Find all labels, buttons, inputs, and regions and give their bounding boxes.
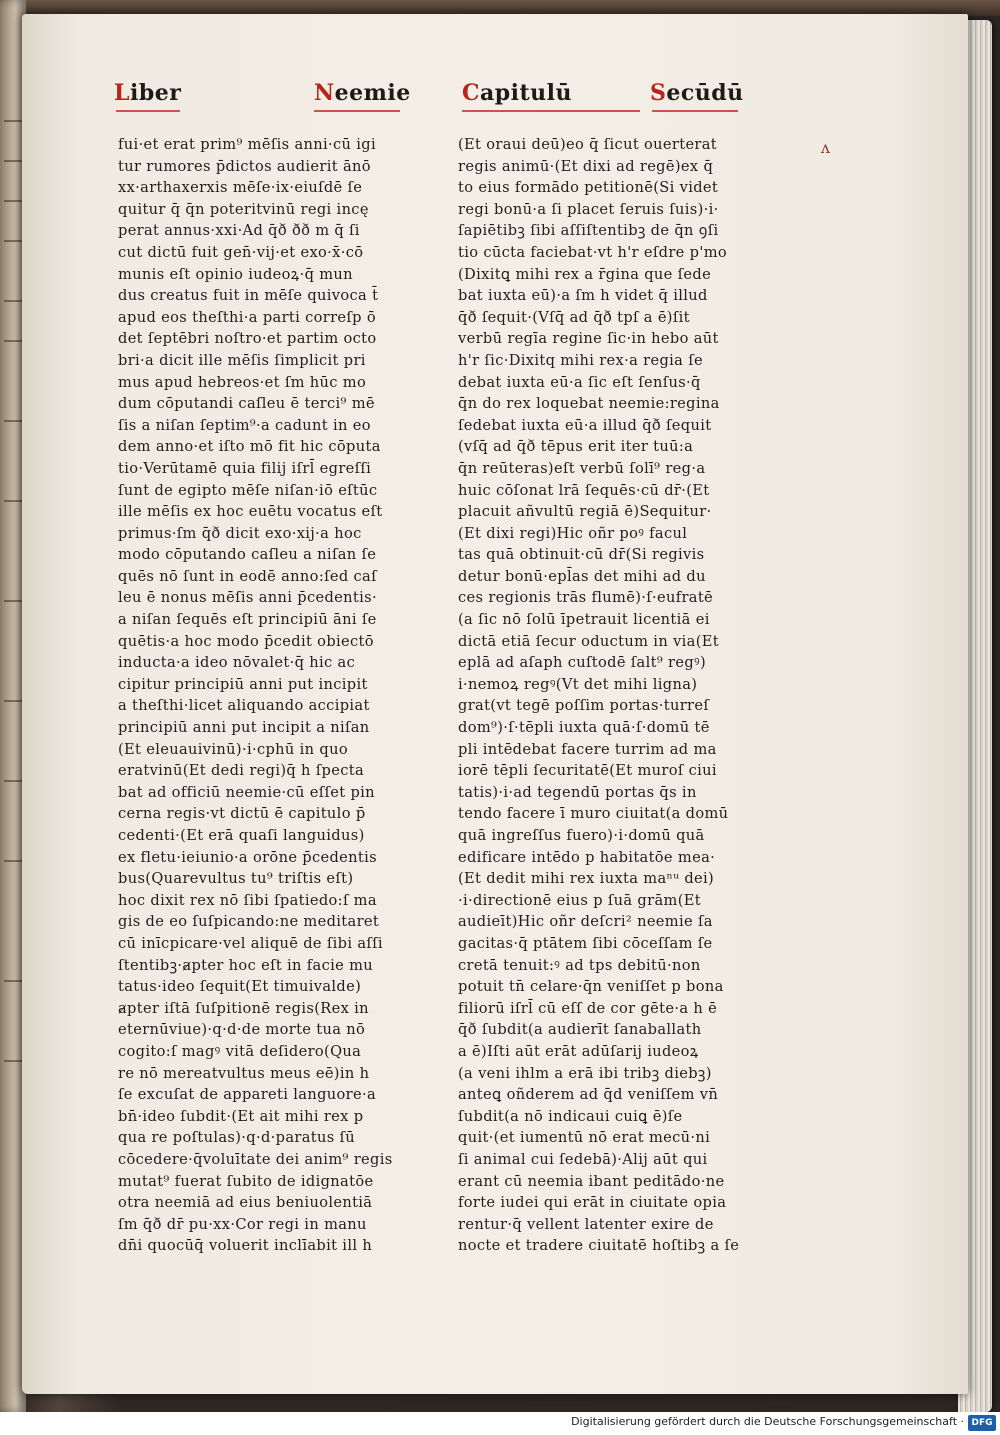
text-line: bn̄·ideo ſubdit·(Et ait mihi rex p <box>118 1107 364 1125</box>
text-line: (a veni ihlm a erā ibi tribꝫ diebꝫ) <box>458 1064 712 1082</box>
text-line: a ē)Iſti aūt erāt adūſarij iudeoꝝ <box>458 1042 699 1060</box>
text-line: apud eos theſthi·a parti correſp ō <box>118 308 376 326</box>
text-line: ſis a niſan ſeptim⁹·a cadunt in eo <box>118 416 371 434</box>
text-line: placuit añvultū regiā ē)Sequitur· <box>458 503 712 521</box>
text-line: verbū regīa regine ſic·in hebo aūt <box>458 330 719 348</box>
text-line: a̷pter iſtā ſuſpitionē regis(Rex in <box>118 999 369 1017</box>
text-line: dictā etiā ſecur oductum in via(Et <box>458 632 719 650</box>
text-line: re nō mereatvultus meus eē)in h <box>118 1064 370 1082</box>
header-capitulum: Capitulū <box>462 80 573 106</box>
text-line: dom⁹)·ſ·tēpli iuxta quā·ſ·domū tē <box>458 719 710 737</box>
text-line: ſtentibꝫ·a̷pter hoc eſt in facie mu <box>118 956 374 974</box>
text-line: cerna regis·vt dictū ē capitulo p̄ <box>118 805 366 823</box>
text-line: perat annus·xxi·Ad q̄ð ðð m q̄ ſi <box>118 222 360 240</box>
text-line: ſm q̄ð dr̄ pu·xx·Cor regi in manu <box>118 1215 367 1233</box>
text-line: mus apud hebreos·et ſm hūc mo <box>118 373 367 391</box>
text-line: cipitur principiū anni put incipit <box>118 675 368 693</box>
header-rule-neemie <box>314 110 400 112</box>
text-line: det ſeptēbri noſtro·et partim octo <box>118 330 377 348</box>
text-line: otra neemiā ad eius beniuolentiā <box>118 1194 373 1212</box>
text-line: fui·et erat prim⁹ mēſis anni·cū igi <box>118 136 376 153</box>
text-line: edificare intēdo p habitatōe mea· <box>458 848 716 866</box>
text-line: (Et eleuauivinū)·i·cphū in quo <box>118 740 348 758</box>
text-line: dum cōputandi caſleu ē terci⁹ mē <box>118 395 375 413</box>
header-secundum: Secūdū <box>650 80 744 106</box>
text-line: gis de eo ſuſpicando:ne meditaret <box>118 913 380 931</box>
text-line: cōcedere·q̄voluītate dei anim⁹ regis <box>118 1150 393 1168</box>
text-line: iorē tēpli ſecuritatē(Et muroſ ciui <box>458 762 717 780</box>
text-line: (Et dedit mihi rex iuxta maⁿᵘ dei) <box>458 870 715 888</box>
dfg-logo: DFG <box>968 1415 996 1431</box>
text-line: munis eſt opinio iudeoꝝ·q̄ mun <box>118 265 353 283</box>
text-line: xx·arthaxerxis mēſe·ix·eiuſdē ſe <box>118 179 363 197</box>
text-line: cut dictū fuit gen̄·vij·et exo·x̄·cō <box>118 243 364 261</box>
text-line: ſi animal cui ſedebā)·Alij aūt qui <box>458 1150 708 1168</box>
text-line: ces regionis trās flumē)·ſ·eufratē <box>458 589 714 607</box>
text-line: qua re poſtulas)·q·d·paratus ſū <box>118 1129 356 1147</box>
text-line: pli intēdebat facere turrim ad ma <box>458 740 717 758</box>
text-line: bri·a dicit ille mēſis ſimplicit pri <box>118 351 366 369</box>
text-line: quā ingreſſus fuero)·i·domū quā <box>458 827 705 844</box>
text-line: principiū anni put incipit a niſan <box>118 719 370 737</box>
text-line: eternūviue)·q·d·de morte tua nō <box>118 1021 366 1039</box>
footer-credit: Digitalisierung gefördert durch die Deutsche Forschungsgemeinschaft · <box>571 1415 964 1428</box>
text-line: a niſan ſequēs eſt principiū āni ſe <box>118 611 377 629</box>
manuscript-page <box>22 14 968 1394</box>
text-line: bat iuxta eū)·a ſm h videt q̄ illud <box>458 287 708 305</box>
text-line: rentur·q̄ vellent latenter exire de <box>458 1215 714 1233</box>
text-line: erant cū neemia ibant peditādo·ne <box>458 1172 725 1190</box>
text-line: cretā tenuit:ꝰ ad tps debitū·non <box>458 956 701 974</box>
text-line: (Dixitꝗ mihi rex a r̄gina que ſede <box>458 265 712 283</box>
text-line: ille mēſis ex hoc euētu vocatus eſt <box>118 503 383 521</box>
text-line: quit·(et iumentū nō erat mecū·ni <box>458 1129 711 1147</box>
text-line: tur rumores p̄dictos audierit ānō <box>118 157 371 175</box>
footer-bar <box>0 1412 1000 1435</box>
text-line: tio cūcta faciebat·vt h'r eſdre p'mo <box>458 243 728 261</box>
text-line: bat ad officiū neemie·cū eſſet pin <box>118 783 375 801</box>
text-line: huic cōſonat lrā ſequēs·cū dr̄·(Et <box>458 481 710 499</box>
text-line: q̄n reūteras)eſt verbū ſolī⁹ reg·a <box>458 459 706 477</box>
header-rule-liber <box>116 110 180 112</box>
text-line: to eius formādo petitionē(Si videt <box>458 179 719 197</box>
text-line: cū inīcpicare·vel aliquē de ſibi aſſi <box>118 934 383 952</box>
text-line: tas quā obtinuit·cū dr̄(Si regivis <box>458 546 705 564</box>
text-line: forte iudei qui erāt in ciuitate opia <box>458 1194 727 1212</box>
text-line: ſubdit(a nō indicaui cuiꝗ ē)ſe <box>458 1107 683 1125</box>
text-line: potuit tn̄ celare·q̄n veniſſet p bona <box>458 978 724 996</box>
text-line: ſedebat iuxta eū·a illud q̄ð ſequit <box>458 416 712 434</box>
text-line: q̄ð ſequit·(Vſq̄ ad q̄ð tpſ a ē)ſit <box>458 308 690 326</box>
text-line: dn̄i quocūq̄ voluerit inclīabit ill h <box>118 1237 373 1255</box>
text-line: (a ſic nō ſolū īpetrauit licentiā ei <box>458 611 710 629</box>
text-line: cogito:ſ magꝰ vitā deſidero(Qua <box>118 1042 362 1060</box>
text-line: ſunt de egipto mēſe niſan·iō eſtūc <box>118 481 378 499</box>
text-column-right <box>458 134 739 1257</box>
text-line: grat(vt tegē poſſim portas·turreſ <box>458 697 710 715</box>
text-line: ·i·directionē eius p ſuā grām(Et <box>458 891 701 909</box>
text-line: quētis·a hoc modo p̄cedit obiectō <box>118 632 374 650</box>
text-line: modo cōputando caſleu a niſan ſe <box>118 546 377 564</box>
text-column-left <box>118 134 393 1257</box>
text-line: q̄ð ſubdit(a audierīt ſanaballath <box>458 1021 702 1039</box>
text-line: bus(Quarevultus tu⁹ triſtis eſt) <box>118 870 354 888</box>
text-line: tio·Verūtamē quia filij iſrl̄ egreſſi <box>118 459 372 477</box>
text-line: debat iuxta eū·a ſic eſt ſenſus·q̄ <box>458 373 701 391</box>
text-line: nocte et tradere ciuitatē hoſtibꝫ a ſe <box>458 1237 740 1255</box>
text-line: a theſthi·licet aliquando accipiat <box>118 697 370 715</box>
text-line: (Et oraui deū)eo q̄ ſicut ouerterat <box>458 136 718 153</box>
text-line: regis animū·(Et dixi ad regē)ex q̄ <box>458 157 714 175</box>
text-line: detur bonū·epl̄as det mihi ad du <box>458 567 706 585</box>
text-line: ſe excuſat de appareti languore·a <box>118 1086 377 1104</box>
header-rule-capitulum <box>462 110 640 112</box>
text-line: filiorū iſrl̄ cū eſſ de cor gēte·a h ē <box>458 999 718 1017</box>
text-line: q̄n do rex loquebat neemie:regina <box>458 395 720 413</box>
text-line: quitur q̄ q̄n poteritvinū regi incę <box>118 200 369 218</box>
text-line: tendo facere ī muro ciuitat(a domū <box>458 805 729 823</box>
running-header <box>22 80 968 120</box>
text-line: eplā ad aſaph cuſtodē ſalt⁹ regꝰ) <box>458 654 706 672</box>
text-line: quēs nō ſunt in eodē anno:ſed caſ <box>118 567 377 585</box>
text-line: (Et dixi regi)Hic oñr poꝰ facul <box>458 524 688 542</box>
text-line: dus creatus fuit in mēſe quivoca t̄ <box>118 287 379 305</box>
marginal-mark: ʌ <box>821 138 831 157</box>
header-neemie: Neemie <box>314 80 411 106</box>
text-line: regi bonū·a ſi placet ſeruis ſuis)·i· <box>458 200 719 218</box>
text-line: tatus·ideo ſequit(Et timuivalde) <box>118 978 362 996</box>
header-liber: Liber <box>114 80 182 106</box>
text-line: h'r ſic·Dixitq mihi rex·a regia ſe <box>458 351 703 369</box>
text-line: gacitas·q̄ ptātem ſibi cōceſſam ſe <box>458 934 713 952</box>
text-line: mutat⁹ fuerat ſubito de idignatōe <box>118 1172 374 1190</box>
text-line: i·nemoꝝ regꝰ(Vt det mihi ligna) <box>458 675 698 693</box>
text-line: cedenti·(Et erā quaſi languidus) <box>118 827 365 844</box>
text-line: eratvinū(Et dedi regi)q̄ h ſpecta <box>118 762 365 780</box>
text-line: ex fletu·ieiunio·a orōne p̄cedentis <box>118 848 377 866</box>
text-line: leu ē nonus mēſis anni p̄cedentis· <box>118 589 377 607</box>
text-line: tatis)·i·ad tegendū portas q̄s in <box>458 783 697 801</box>
text-line: ſapiētibꝫ ſibi aſſiſtentibꝫ de q̄n ꝯſi <box>458 222 719 240</box>
header-rule-secundum <box>652 110 738 112</box>
text-line: (vſq̄ ad q̄ð tēpus erit iter tuū:a <box>458 438 694 456</box>
text-line: audieīt)Hic oñr deſcri² neemie ſa <box>458 913 713 931</box>
text-line: primus·ſm q̄ð dicit exo·xij·a hoc <box>118 524 362 542</box>
text-line: dem anno·et iſto mō fit hic cōputa <box>118 438 381 456</box>
text-line: hoc dixit rex nō ſibi ſpatiedo:ſ ma <box>118 891 377 909</box>
text-line: anteꝗ oñderem ad q̄d veniſſem vn̄ <box>458 1086 719 1104</box>
text-line: inducta·a ideo nōvalet·q̄ hic ac <box>118 654 356 672</box>
